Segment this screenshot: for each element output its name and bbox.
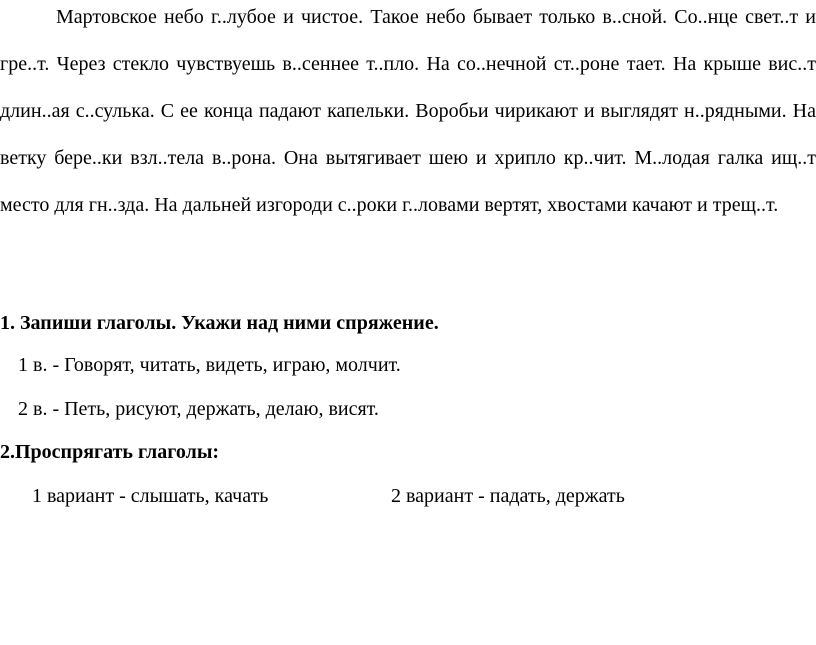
task1-variant2: 2 в. - Петь, рисуют, держать, делаю, висят. — [18, 398, 379, 420]
task2-heading: 2.Проспрягать глаголы: — [0, 441, 220, 463]
text-paragraph: Мартовское небо г..лубое и чистое. Такое небо бывает только в..сной. Со..нце свет..т и гре..т. Через стекло чувствуешь в..сеннее т..пло. На со..нечной ст..роне тает. На крыше вис..т длин..ая с..сулька. С ее конца падают капельки. Воробьи чирикают и выглядят н..рядными. На ветку бере..ки взл..тела в..рона. Она вытягивает шею и хрипло кр..чит. М..лодая галка ищ..т место для гн..зда. На дальней изгороди с..роки г..ловами вертят, хвостами качают и трещ..т. — [0, 6, 816, 216]
task2-variant1: 1 вариант - слышать, качать — [32, 485, 269, 507]
task1-variant1: 1 в. - Говорят, читать, видеть, играю, молчит. — [18, 354, 401, 376]
task1-heading: 1. Запиши глаголы. Укажи над ними спряжение. — [0, 312, 439, 334]
task2-variant2: 2 вариант - падать, держать — [391, 485, 625, 507]
